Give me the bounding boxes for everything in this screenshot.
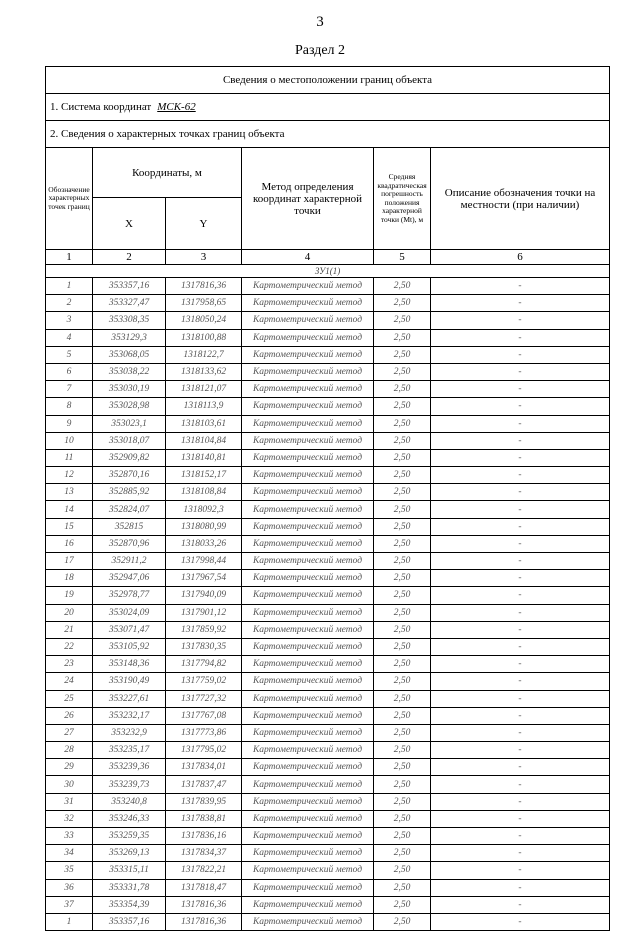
- cell-coord-x: 353105,92: [93, 638, 166, 655]
- cell-point-number: 27: [46, 724, 93, 741]
- cell-coord-y: 1318108,84: [166, 484, 242, 501]
- table-row: [46, 638, 610, 655]
- cell-coord-x: 352870,96: [93, 535, 166, 552]
- cell-coord-x: 353190,49: [93, 673, 166, 690]
- cell-method: Картометрический метод: [242, 604, 374, 621]
- cell-coord-x: 353357,16: [93, 913, 166, 930]
- table-row: [46, 449, 610, 466]
- cell-point-number: 22: [46, 638, 93, 655]
- cell-coord-x: 352824,07: [93, 501, 166, 518]
- cell-accuracy: 2,50: [374, 467, 431, 484]
- cell-accuracy: 2,50: [374, 913, 431, 930]
- cell-description: -: [431, 896, 610, 913]
- cell-accuracy: 2,50: [374, 449, 431, 466]
- cell-point-number: 1: [46, 913, 93, 930]
- cell-accuracy: 2,50: [374, 707, 431, 724]
- cell-description: -: [431, 278, 610, 295]
- cell-coord-x: 353024,09: [93, 604, 166, 621]
- cell-coord-y: 1317837,47: [166, 776, 242, 793]
- cell-accuracy: 2,50: [374, 896, 431, 913]
- cell-description: -: [431, 862, 610, 879]
- column-number-row: [46, 250, 610, 265]
- cell-method: Картометрический метод: [242, 690, 374, 707]
- cell-method: Картометрический метод: [242, 415, 374, 432]
- cell-method: Картометрический метод: [242, 587, 374, 604]
- cell-coord-y: 1317818,47: [166, 879, 242, 896]
- cell-coord-y: 1318152,17: [166, 467, 242, 484]
- cell-accuracy: 2,50: [374, 312, 431, 329]
- cell-method: Картометрический метод: [242, 707, 374, 724]
- cell-point-number: 10: [46, 432, 93, 449]
- cell-point-number: 11: [46, 449, 93, 466]
- cell-point-number: 4: [46, 329, 93, 346]
- cell-description: -: [431, 638, 610, 655]
- cell-point-number: 2: [46, 295, 93, 312]
- cell-point-number: 20: [46, 604, 93, 621]
- cell-point-number: 5: [46, 346, 93, 363]
- table-row: [46, 793, 610, 810]
- table-row: [46, 913, 610, 930]
- cell-description: -: [431, 587, 610, 604]
- cell-accuracy: 2,50: [374, 535, 431, 552]
- cell-method: Картометрический метод: [242, 449, 374, 466]
- cell-coord-x: 353023,1: [93, 415, 166, 432]
- cell-coord-y: 1317767,08: [166, 707, 242, 724]
- cell-description: -: [431, 793, 610, 810]
- cell-description: -: [431, 656, 610, 673]
- table-row: [46, 398, 610, 415]
- page-number: 3: [316, 14, 324, 30]
- cell-method: Картометрический метод: [242, 793, 374, 810]
- cell-description: -: [431, 570, 610, 587]
- parcel-label: ЗУ1(1): [46, 265, 610, 278]
- cell-coord-x: 353240,8: [93, 793, 166, 810]
- cell-point-number: 25: [46, 690, 93, 707]
- cell-coord-x: 353327,47: [93, 295, 166, 312]
- table-row: [46, 845, 610, 862]
- coordinate-system-value: МСК-62: [157, 101, 196, 113]
- cell-accuracy: 2,50: [374, 879, 431, 896]
- cell-method: Картометрический метод: [242, 346, 374, 363]
- cell-coord-x: 353308,35: [93, 312, 166, 329]
- cell-coord-y: 1318092,3: [166, 501, 242, 518]
- table-title: Сведения о местоположении границ объекта: [46, 67, 610, 94]
- cell-coord-y: 1317859,92: [166, 621, 242, 638]
- cell-method: Картометрический метод: [242, 518, 374, 535]
- cell-method: Картометрический метод: [242, 398, 374, 415]
- cell-coord-y: 1318033,26: [166, 535, 242, 552]
- boundary-table: [45, 66, 610, 931]
- table-row: [46, 484, 610, 501]
- cell-point-number: 13: [46, 484, 93, 501]
- cell-accuracy: 2,50: [374, 587, 431, 604]
- cell-coord-x: 353331,78: [93, 879, 166, 896]
- cell-method: Картометрический метод: [242, 501, 374, 518]
- cell-coord-y: 1318080,99: [166, 518, 242, 535]
- cell-coord-y: 1317794,82: [166, 656, 242, 673]
- cell-point-number: 26: [46, 707, 93, 724]
- cell-description: -: [431, 295, 610, 312]
- cell-point-number: 32: [46, 810, 93, 827]
- cell-coord-x: 353239,73: [93, 776, 166, 793]
- cell-point-number: 14: [46, 501, 93, 518]
- cell-accuracy: 2,50: [374, 621, 431, 638]
- cell-point-number: 21: [46, 621, 93, 638]
- cell-coord-y: 1317998,44: [166, 553, 242, 570]
- cell-method: Картометрический метод: [242, 484, 374, 501]
- cell-accuracy: 2,50: [374, 724, 431, 741]
- cell-description: -: [431, 329, 610, 346]
- table-row: [46, 535, 610, 552]
- cell-method: Картометрический метод: [242, 570, 374, 587]
- cell-accuracy: 2,50: [374, 329, 431, 346]
- cell-method: Картометрический метод: [242, 432, 374, 449]
- header-method: Метод определения координат характерной точки: [242, 148, 374, 250]
- header-description: Описание обозначения точки на местности (при наличии): [431, 148, 610, 250]
- table-row: [46, 329, 610, 346]
- cell-description: -: [431, 810, 610, 827]
- cell-point-number: 16: [46, 535, 93, 552]
- table-row: [46, 621, 610, 638]
- cell-coord-y: 1317836,16: [166, 828, 242, 845]
- cell-description: -: [431, 432, 610, 449]
- cell-coord-y: 1317967,54: [166, 570, 242, 587]
- cell-method: Картометрический метод: [242, 776, 374, 793]
- cell-method: Картометрический метод: [242, 467, 374, 484]
- table-row: [46, 553, 610, 570]
- cell-coord-y: 1317727,32: [166, 690, 242, 707]
- cell-point-number: 37: [46, 896, 93, 913]
- cell-coord-x: 353028,98: [93, 398, 166, 415]
- cell-accuracy: 2,50: [374, 828, 431, 845]
- cell-accuracy: 2,50: [374, 432, 431, 449]
- column-number: 1: [46, 250, 93, 265]
- cell-description: -: [431, 363, 610, 380]
- column-number: 2: [93, 250, 166, 265]
- cell-coord-y: 1317901,12: [166, 604, 242, 621]
- cell-description: -: [431, 381, 610, 398]
- cell-coord-y: 1318140,81: [166, 449, 242, 466]
- cell-point-number: 6: [46, 363, 93, 380]
- cell-accuracy: 2,50: [374, 381, 431, 398]
- cell-coord-x: 353129,3: [93, 329, 166, 346]
- table-row: [46, 570, 610, 587]
- cell-coord-x: 352885,92: [93, 484, 166, 501]
- table-row: [46, 724, 610, 741]
- cell-coord-x: 353315,11: [93, 862, 166, 879]
- cell-coord-y: 1317773,86: [166, 724, 242, 741]
- cell-description: -: [431, 828, 610, 845]
- cell-method: Картометрический метод: [242, 312, 374, 329]
- cell-method: Картометрический метод: [242, 742, 374, 759]
- cell-coord-x: 352978,77: [93, 587, 166, 604]
- table-row: [46, 346, 610, 363]
- cell-method: Картометрический метод: [242, 896, 374, 913]
- cell-coord-y: 1317816,36: [166, 278, 242, 295]
- header-coordinates: Координаты, м: [93, 148, 242, 198]
- cell-description: -: [431, 742, 610, 759]
- cell-point-number: 23: [46, 656, 93, 673]
- points-title: 2. Сведения о характерных точках границ объекта: [46, 121, 610, 148]
- cell-coord-y: 1318100,88: [166, 329, 242, 346]
- cell-coord-x: 353269,13: [93, 845, 166, 862]
- cell-accuracy: 2,50: [374, 553, 431, 570]
- cell-description: -: [431, 913, 610, 930]
- cell-coord-y: 1317816,36: [166, 913, 242, 930]
- cell-point-number: 12: [46, 467, 93, 484]
- cell-accuracy: 2,50: [374, 776, 431, 793]
- cell-coord-y: 1318122,7: [166, 346, 242, 363]
- cell-coord-y: 1317830,35: [166, 638, 242, 655]
- cell-point-number: 34: [46, 845, 93, 862]
- table-row: [46, 363, 610, 380]
- cell-point-number: 1: [46, 278, 93, 295]
- cell-point-number: 24: [46, 673, 93, 690]
- header-accuracy: Средняя квадратическая погрешность положения характерной точки (Mt), м: [374, 148, 431, 250]
- cell-point-number: 33: [46, 828, 93, 845]
- cell-coord-x: 353071,47: [93, 621, 166, 638]
- cell-coord-x: 353232,9: [93, 724, 166, 741]
- column-number: 5: [374, 250, 431, 265]
- cell-coord-x: 352909,82: [93, 449, 166, 466]
- table-row: [46, 862, 610, 879]
- cell-coord-x: 353018,07: [93, 432, 166, 449]
- cell-accuracy: 2,50: [374, 278, 431, 295]
- cell-coord-x: 353030,19: [93, 381, 166, 398]
- table-row: [46, 776, 610, 793]
- cell-accuracy: 2,50: [374, 810, 431, 827]
- cell-coord-x: 352911,2: [93, 553, 166, 570]
- cell-method: Картометрический метод: [242, 638, 374, 655]
- cell-coord-y: 1317759,02: [166, 673, 242, 690]
- cell-point-number: 29: [46, 759, 93, 776]
- cell-accuracy: 2,50: [374, 363, 431, 380]
- cell-description: -: [431, 346, 610, 363]
- cell-accuracy: 2,50: [374, 793, 431, 810]
- cell-coord-y: 1317839,95: [166, 793, 242, 810]
- table-row: [46, 879, 610, 896]
- cell-description: -: [431, 312, 610, 329]
- table-row: [46, 673, 610, 690]
- cell-coord-y: 1317958,65: [166, 295, 242, 312]
- cell-method: Картометрический метод: [242, 724, 374, 741]
- cell-method: Картометрический метод: [242, 862, 374, 879]
- cell-point-number: 18: [46, 570, 93, 587]
- cell-description: -: [431, 518, 610, 535]
- table-row: [46, 656, 610, 673]
- cell-coord-x: 352815: [93, 518, 166, 535]
- cell-method: Картометрический метод: [242, 381, 374, 398]
- cell-accuracy: 2,50: [374, 501, 431, 518]
- cell-point-number: 36: [46, 879, 93, 896]
- cell-accuracy: 2,50: [374, 484, 431, 501]
- table-row: [46, 828, 610, 845]
- cell-description: -: [431, 467, 610, 484]
- cell-method: Картометрический метод: [242, 810, 374, 827]
- cell-accuracy: 2,50: [374, 518, 431, 535]
- header-x: X: [93, 198, 166, 250]
- cell-coord-x: 352947,06: [93, 570, 166, 587]
- cell-method: Картометрический метод: [242, 363, 374, 380]
- cell-method: Картометрический метод: [242, 553, 374, 570]
- cell-point-number: 30: [46, 776, 93, 793]
- column-number: 6: [431, 250, 610, 265]
- cell-accuracy: 2,50: [374, 759, 431, 776]
- cell-coord-y: 1318050,24: [166, 312, 242, 329]
- cell-point-number: 9: [46, 415, 93, 432]
- cell-coord-x: 353227,61: [93, 690, 166, 707]
- cell-description: -: [431, 484, 610, 501]
- table-row: [46, 518, 610, 535]
- table-row: [46, 415, 610, 432]
- cell-description: -: [431, 776, 610, 793]
- cell-accuracy: 2,50: [374, 604, 431, 621]
- cell-coord-y: 1318121,07: [166, 381, 242, 398]
- cell-coord-y: 1317838,81: [166, 810, 242, 827]
- cell-method: Картометрический метод: [242, 828, 374, 845]
- cell-coord-x: 353235,17: [93, 742, 166, 759]
- table-row: [46, 742, 610, 759]
- cell-description: -: [431, 415, 610, 432]
- cell-coord-x: 353148,36: [93, 656, 166, 673]
- cell-description: -: [431, 759, 610, 776]
- cell-coord-y: 1317834,01: [166, 759, 242, 776]
- table-row: [46, 690, 610, 707]
- cell-method: Картометрический метод: [242, 759, 374, 776]
- header-y: Y: [166, 198, 242, 250]
- cell-coord-y: 1317940,09: [166, 587, 242, 604]
- section-title: Раздел 2: [294, 43, 346, 58]
- cell-accuracy: 2,50: [374, 742, 431, 759]
- table-row: [46, 810, 610, 827]
- cell-accuracy: 2,50: [374, 346, 431, 363]
- cell-coord-x: 353259,35: [93, 828, 166, 845]
- cell-method: Картометрический метод: [242, 879, 374, 896]
- cell-point-number: 19: [46, 587, 93, 604]
- cell-description: -: [431, 724, 610, 741]
- cell-description: -: [431, 673, 610, 690]
- cell-description: -: [431, 449, 610, 466]
- cell-method: Картометрический метод: [242, 673, 374, 690]
- cell-accuracy: 2,50: [374, 570, 431, 587]
- cell-point-number: 3: [46, 312, 93, 329]
- cell-coord-x: 353354,39: [93, 896, 166, 913]
- cell-method: Картометрический метод: [242, 329, 374, 346]
- cell-coord-y: 1317795,02: [166, 742, 242, 759]
- cell-accuracy: 2,50: [374, 656, 431, 673]
- cell-description: -: [431, 501, 610, 518]
- cell-coord-x: 353038,22: [93, 363, 166, 380]
- cell-coord-y: 1317834,37: [166, 845, 242, 862]
- cell-coord-y: 1318133,62: [166, 363, 242, 380]
- cell-method: Картометрический метод: [242, 621, 374, 638]
- cell-method: Картометрический метод: [242, 295, 374, 312]
- cell-coord-x: 353357,16: [93, 278, 166, 295]
- cell-point-number: 7: [46, 381, 93, 398]
- table-row: [46, 312, 610, 329]
- table-row: [46, 278, 610, 295]
- cell-description: -: [431, 879, 610, 896]
- column-number: 3: [166, 250, 242, 265]
- cell-description: -: [431, 707, 610, 724]
- table-row: [46, 501, 610, 518]
- cell-point-number: 15: [46, 518, 93, 535]
- cell-point-number: 28: [46, 742, 93, 759]
- cell-point-number: 8: [46, 398, 93, 415]
- cell-coord-x: 352870,16: [93, 467, 166, 484]
- cell-accuracy: 2,50: [374, 638, 431, 655]
- cell-coord-x: 353068,05: [93, 346, 166, 363]
- table-row: [46, 707, 610, 724]
- coordinate-system-row: [46, 94, 610, 121]
- cell-description: -: [431, 553, 610, 570]
- cell-accuracy: 2,50: [374, 690, 431, 707]
- cell-method: Картометрический метод: [242, 656, 374, 673]
- cell-point-number: 17: [46, 553, 93, 570]
- table-row: [46, 759, 610, 776]
- cell-coord-x: 353239,36: [93, 759, 166, 776]
- cell-description: -: [431, 604, 610, 621]
- coordinate-system-label: 1. Система координат: [50, 101, 152, 113]
- cell-coord-y: 1317816,36: [166, 896, 242, 913]
- cell-method: Картометрический метод: [242, 913, 374, 930]
- table-row: [46, 432, 610, 449]
- cell-method: Картометрический метод: [242, 845, 374, 862]
- cell-method: Картометрический метод: [242, 535, 374, 552]
- cell-accuracy: 2,50: [374, 295, 431, 312]
- cell-accuracy: 2,50: [374, 862, 431, 879]
- table-row: [46, 467, 610, 484]
- cell-coord-y: 1318104,84: [166, 432, 242, 449]
- cell-accuracy: 2,50: [374, 845, 431, 862]
- cell-accuracy: 2,50: [374, 398, 431, 415]
- cell-accuracy: 2,50: [374, 673, 431, 690]
- cell-coord-y: 1318103,61: [166, 415, 242, 432]
- cell-accuracy: 2,50: [374, 415, 431, 432]
- column-number: 4: [242, 250, 374, 265]
- cell-description: -: [431, 690, 610, 707]
- header-point-designation: Обозначение характерных точек границ: [46, 148, 93, 250]
- cell-point-number: 35: [46, 862, 93, 879]
- table-row: [46, 604, 610, 621]
- cell-description: -: [431, 398, 610, 415]
- cell-coord-x: 353246,33: [93, 810, 166, 827]
- table-row: [46, 587, 610, 604]
- cell-coord-x: 353232,17: [93, 707, 166, 724]
- cell-coord-y: 1318113,9: [166, 398, 242, 415]
- cell-coord-y: 1317822,21: [166, 862, 242, 879]
- cell-description: -: [431, 535, 610, 552]
- table-row: [46, 381, 610, 398]
- table-row: [46, 295, 610, 312]
- cell-point-number: 31: [46, 793, 93, 810]
- cell-method: Картометрический метод: [242, 278, 374, 295]
- cell-description: -: [431, 845, 610, 862]
- cell-description: -: [431, 621, 610, 638]
